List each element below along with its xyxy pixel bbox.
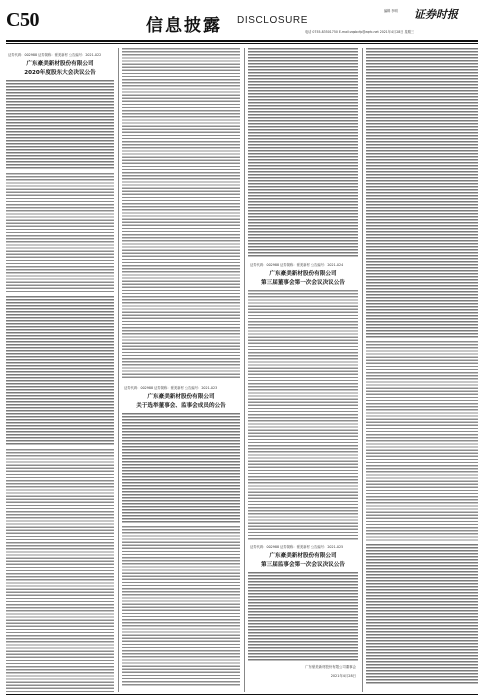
notice-title: 关于选举董事会、监事会成员的公告 bbox=[136, 403, 226, 409]
notice-header bbox=[122, 381, 240, 413]
section-title: 信息披露 bbox=[146, 16, 222, 36]
body-text bbox=[248, 572, 358, 662]
masthead bbox=[0, 0, 484, 44]
notice-company: 广东豪美新材股份有限公司 bbox=[269, 271, 337, 277]
header-rule bbox=[6, 40, 478, 42]
notice-title: 2020年度股东大会决议公告 bbox=[24, 70, 96, 76]
header-rule-thin bbox=[6, 43, 478, 44]
column-divider bbox=[118, 48, 119, 692]
body-text bbox=[366, 341, 478, 541]
body-text bbox=[248, 48, 358, 258]
notice-company: 广东豪美新材股份有限公司 bbox=[26, 61, 94, 67]
column-1 bbox=[6, 48, 114, 692]
body-text bbox=[366, 48, 478, 338]
contact-line: 电话 0755-83501750 E-mail:zqsbcfp@zqrb.net 2021年4月28日 星期三 bbox=[305, 30, 415, 34]
body-text bbox=[248, 290, 358, 540]
notice-header bbox=[248, 540, 358, 572]
column-3 bbox=[248, 48, 358, 692]
notice-company: 广东豪美新材股份有限公司 bbox=[147, 394, 215, 400]
body-text bbox=[6, 80, 114, 170]
signature-line: 广东豪美新材股份有限公司董事会 bbox=[305, 665, 356, 669]
notice-company: 广东豪美新材股份有限公司 bbox=[269, 553, 337, 559]
notice-code-line: 证券代码：002988 证券简称：豪美新材 公告编号：2021-025 bbox=[250, 545, 344, 549]
body-text bbox=[122, 526, 240, 686]
column-divider bbox=[244, 48, 245, 692]
section-title-english: DISCLOSURE bbox=[237, 15, 309, 26]
newspaper-logo: 证券时报 bbox=[414, 8, 458, 21]
notice-title: 第三届监事会第一次会议决议公告 bbox=[261, 562, 345, 568]
page-number: C50 bbox=[6, 9, 39, 31]
body-text bbox=[366, 544, 478, 684]
notice-title: 第三届董事会第一次会议决议公告 bbox=[261, 280, 345, 286]
notice-header bbox=[248, 258, 358, 290]
body-text bbox=[122, 48, 240, 378]
signature-date: 2021年4月28日 bbox=[330, 674, 356, 678]
notice-code-line: 证券代码：002988 证券简称：豪美新材 公告编号：2021-024 bbox=[250, 263, 344, 267]
column-divider bbox=[362, 48, 363, 692]
notice-code-line: 证券代码：002988 证券简称：豪美新材 公告编号：2021-023 bbox=[124, 386, 218, 390]
column-4 bbox=[366, 48, 478, 692]
footer-rule bbox=[6, 694, 478, 695]
body-text bbox=[122, 413, 240, 523]
column-2 bbox=[122, 48, 240, 692]
body-text bbox=[6, 449, 114, 692]
body-text bbox=[6, 296, 114, 446]
notice-header bbox=[6, 48, 114, 80]
notice-code-line: 证券代码：002988 证券简称：豪美新材 公告编号：2021-022 bbox=[8, 53, 102, 57]
editor-credit: 编辑 李明 bbox=[384, 9, 398, 13]
body-text bbox=[6, 173, 114, 293]
